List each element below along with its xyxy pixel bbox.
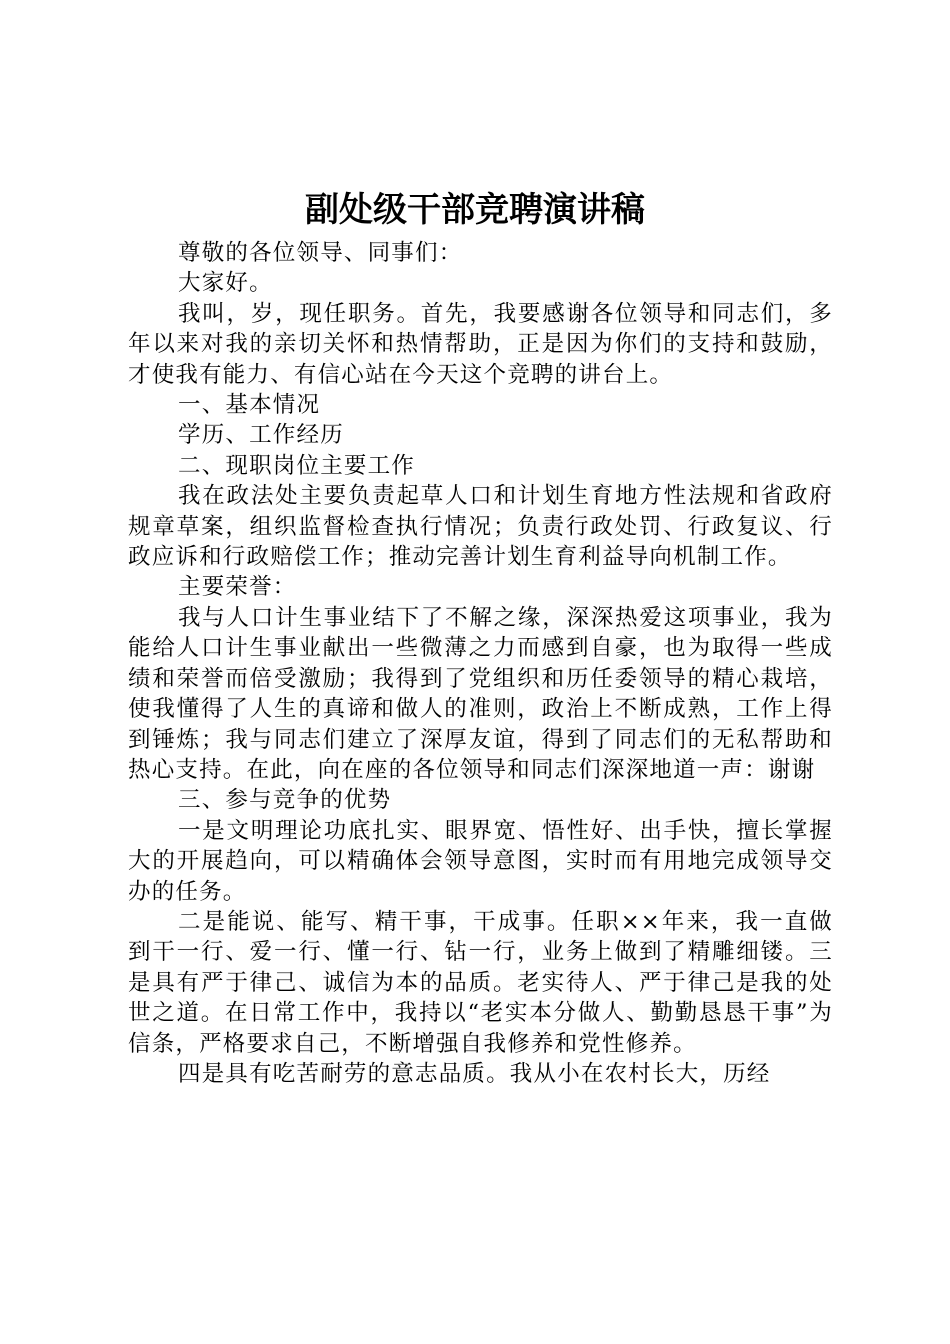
section-heading-basic-info: 一、基本情况: [178, 392, 321, 419]
section-heading-current-work: 二、现职岗位主要工作: [178, 452, 416, 479]
intro-paragraph: 我叫，岁，现任职务。首先，我要感谢各位领导和同志们，多年以来对我的亲切关怀和热情帮助，正是因为你们的支持和鼓励，才使我有能力、有信心站在今天这个竞聘的讲台上。: [128, 300, 833, 388]
salutation-paragraph: 大家好。: [178, 270, 273, 297]
greeting-paragraph: 尊敬的各位领导、同事们：: [178, 240, 463, 266]
honors-paragraph: 我与人口计生事业结下了不解之缘，深深热爱这项事业，我为能给人口计生事业献出一些微薄之力而感到自豪，也为取得一些成绩和荣誉而倍受激励；我得到了党组织和历任委领导的精心栽培，使我懂得了人生的真谛和做人的准则，政治上不断成熟，工作上得到锤炼；我与同志们建立了深厚友谊，得到了同志们的无私帮助和热心支持。在此，向在座的各位领导和同志们深深地道一声：谢谢: [128, 604, 833, 783]
advantage-one-paragraph: 一是文明理论功底扎实、眼界宽、悟性好、出手快，擅长掌握大的开展趋向，可以精确体会领导意图，实时而有用地完成领导交办的任务。: [128, 817, 833, 905]
section-heading-advantages: 三、参与竞争的优势: [178, 787, 392, 814]
advantage-two-three-paragraph: 二是能说、能写、精干事，干成事。任职××年来，我一直做到干一行、爱一行、懂一行、钻一行，业务上做到了精雕细镂。三是具有严于律己、诚信为本的品质。老实待人、严于律己是我的处世之道。在日常工作中，我持以“老实本分做人、勤勤恳恳干事”为信条，严格要求自己，不断增强自我修养和党性修养。: [128, 908, 833, 1057]
education-paragraph: 学历、工作经历: [178, 422, 344, 449]
document-title: 副处级干部竞聘演讲稿: [305, 190, 645, 230]
current-work-paragraph: 我在政法处主要负责起草人口和计划生育地方性法规和省政府规章草案，组织监督检查执行情况；负责行政处罚、行政复议、行政应诉和行政赔偿工作；推动完善计划生育利益导向机制工作。: [128, 483, 833, 571]
document-body: [128, 238, 833, 1089]
advantage-four-paragraph: 四是具有吃苦耐劳的意志品质。我从小在农村长大，历经: [178, 1060, 771, 1087]
honors-heading: 主要荣誉：: [178, 574, 297, 601]
